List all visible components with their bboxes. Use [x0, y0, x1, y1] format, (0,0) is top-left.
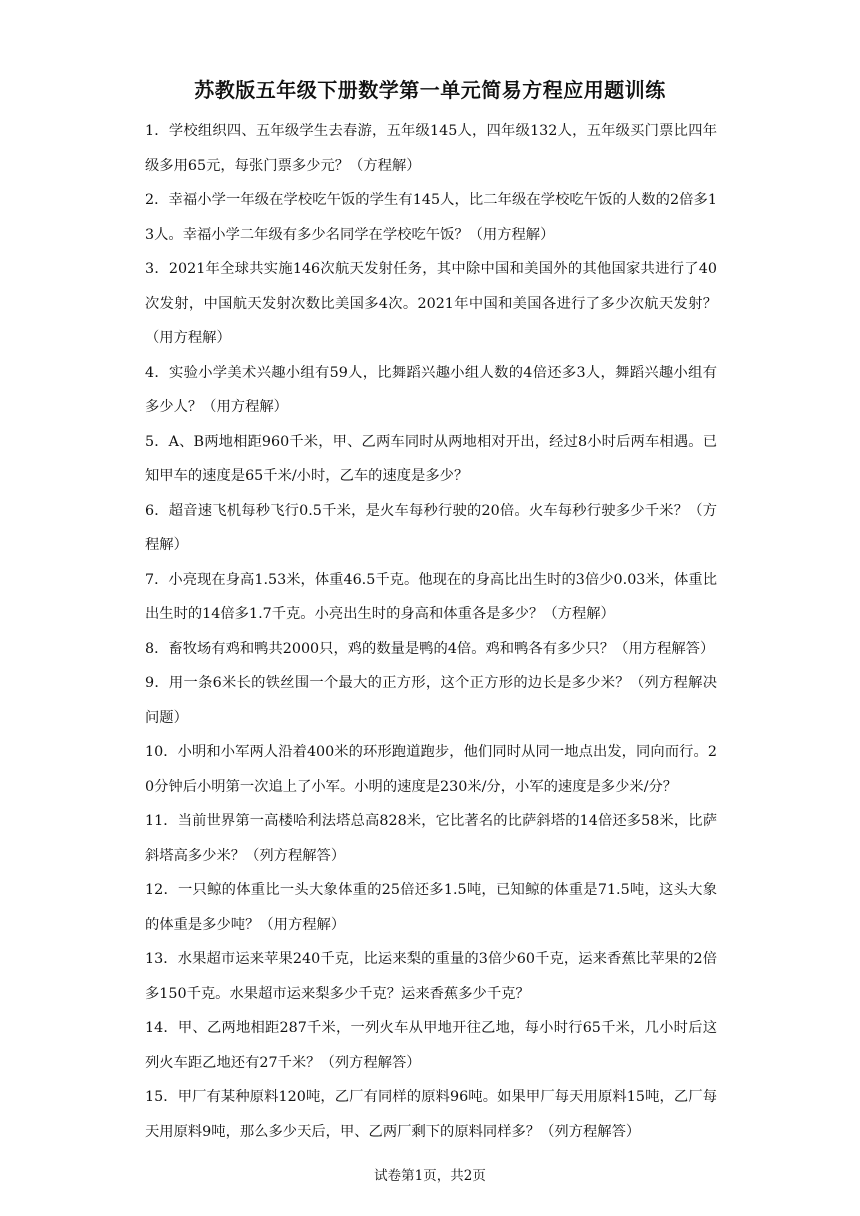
- question-13: 13．水果超市运来苹果240千克，比运来梨的重量的3倍少60千克，运来香蕉比苹果的2倍多150千克。水果超市运来梨多少千克？运来香蕉多少千克？: [145, 951, 717, 1002]
- question-6: 6．超音速飞机每秒飞行0.5千米，是火车每秒行驶的20倍。火车每秒行驶多少千米？（方程解）: [145, 502, 717, 553]
- question-9: 9．用一条6米长的铁丝围一个最大的正方形，这个正方形的边长是多少米？（列方程解决问题）: [145, 675, 717, 726]
- question-12: 12．一只鲸的体重比一头大象体重的25倍还多1.5吨，已知鲸的体重是71.5吨，这头大象的体重是多少吨？（用方程解）: [145, 882, 717, 933]
- page-footer: 试卷第1页，共2页: [374, 1168, 486, 1184]
- page-title: 苏教版五年级下册数学第一单元简易方程应用题训练: [194, 78, 666, 102]
- question-2: 2．幸福小学一年级在学校吃午饭的学生有145人，比二年级在学校吃午饭的人数的2倍多13人。幸福小学二年级有多少名同学在学校吃午饭？（用方程解）: [145, 192, 717, 243]
- question-15: 15．甲厂有某种原料120吨，乙厂有同样的原料96吨。如果甲厂每天用原料15吨，乙厂每天用原料9吨，那么多少天后，甲、乙两厂剩下的原料同样多？（列方程解答）: [145, 1089, 717, 1140]
- question-10: 10．小明和小军两人沿着400米的环形跑道跑步，他们同时从同一地点出发，同向而行。20分钟后小明第一次追上了小军。小明的速度是230米/分，小军的速度是多少米/分？: [145, 744, 717, 795]
- question-5: 5．A、B两地相距960千米，甲、乙两车同时从两地相对开出，经过8小时后两车相遇。已知甲车的速度是65千米/小时，乙车的速度是多少？: [145, 433, 717, 484]
- question-3: 3．2021年全球共实施146次航天发射任务，其中除中国和美国外的其他国家共进行了40次发射，中国航天发射次数比美国多4次。2021年中国和美国各进行了多少次航天发射？（用方程解）: [145, 261, 717, 346]
- question-1: 1．学校组织四、五年级学生去春游，五年级145人，四年级132人，五年级买门票比四年级多用65元，每张门票多少元？（方程解）: [145, 123, 717, 174]
- question-7: 7．小亮现在身高1.53米，体重46.5千克。他现在的身高比出生时的3倍少0.03米，体重比出生时的14倍多1.7千克。小亮出生时的身高和体重各是多少？（方程解）: [145, 571, 717, 622]
- question-4: 4．实验小学美术兴趣小组有59人，比舞蹈兴趣小组人数的4倍还多3人，舞蹈兴趣小组有多少人？（用方程解）: [145, 364, 717, 415]
- question-8: 8．畜牧场有鸡和鸭共2000只，鸡的数量是鸭的4倍。鸡和鸭各有多少只？（用方程解答）: [145, 640, 715, 657]
- question-14: 14．甲、乙两地相距287千米，一列火车从甲地开往乙地，每小时行65千米，几小时后这列火车距乙地还有27千米？（列方程解答）: [145, 1020, 717, 1071]
- question-11: 11．当前世界第一高楼哈利法塔总高828米，它比著名的比萨斜塔的14倍还多58米，比萨斜塔高多少米？（列方程解答）: [145, 813, 717, 864]
- question-list: [145, 114, 717, 1149]
